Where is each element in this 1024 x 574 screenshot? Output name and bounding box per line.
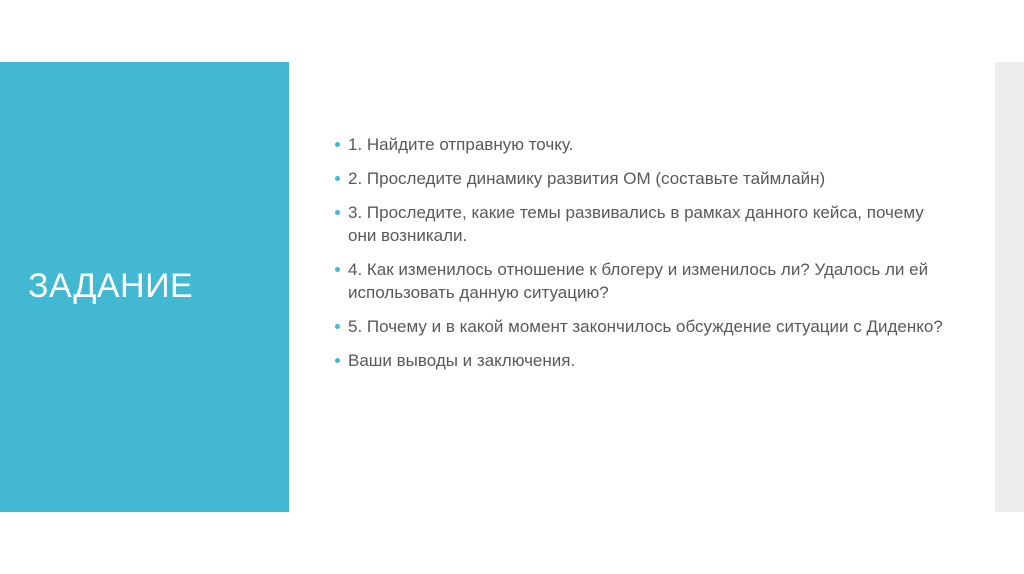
bullet-dot-icon [335, 358, 340, 363]
bullet-text: 3. Проследите, какие темы развивались в рамках данного кейса, почему они возникали. [348, 203, 924, 245]
bullet-dot-icon [335, 267, 340, 272]
slide-title: ЗАДАНИЕ [28, 267, 194, 305]
bullet-text: 1. Найдите отправную точку. [348, 135, 574, 154]
bullet-text: 5. Почему и в какой момент закончилось обсуждение ситуации с Диденко? [348, 317, 943, 336]
list-item [334, 133, 944, 156]
list-item [334, 349, 944, 372]
bullet-list [334, 133, 944, 383]
bullet-dot-icon [335, 210, 340, 215]
bullet-text: Ваши выводы и заключения. [348, 351, 576, 370]
bullet-dot-icon [335, 142, 340, 147]
list-item [334, 258, 944, 304]
bullet-text: 4. Как изменилось отношение к блогеру и изменилось ли? Удалось ли ей использовать данную ситуацию? [348, 260, 929, 302]
list-item [334, 201, 944, 247]
side-scroll-strip [995, 62, 1024, 512]
bullet-dot-icon [335, 176, 340, 181]
bullet-text: 2. Проследите динамику развития ОМ (составьте таймлайн) [348, 169, 826, 188]
list-item [334, 315, 944, 338]
list-item [334, 167, 944, 190]
bullet-dot-icon [335, 324, 340, 329]
